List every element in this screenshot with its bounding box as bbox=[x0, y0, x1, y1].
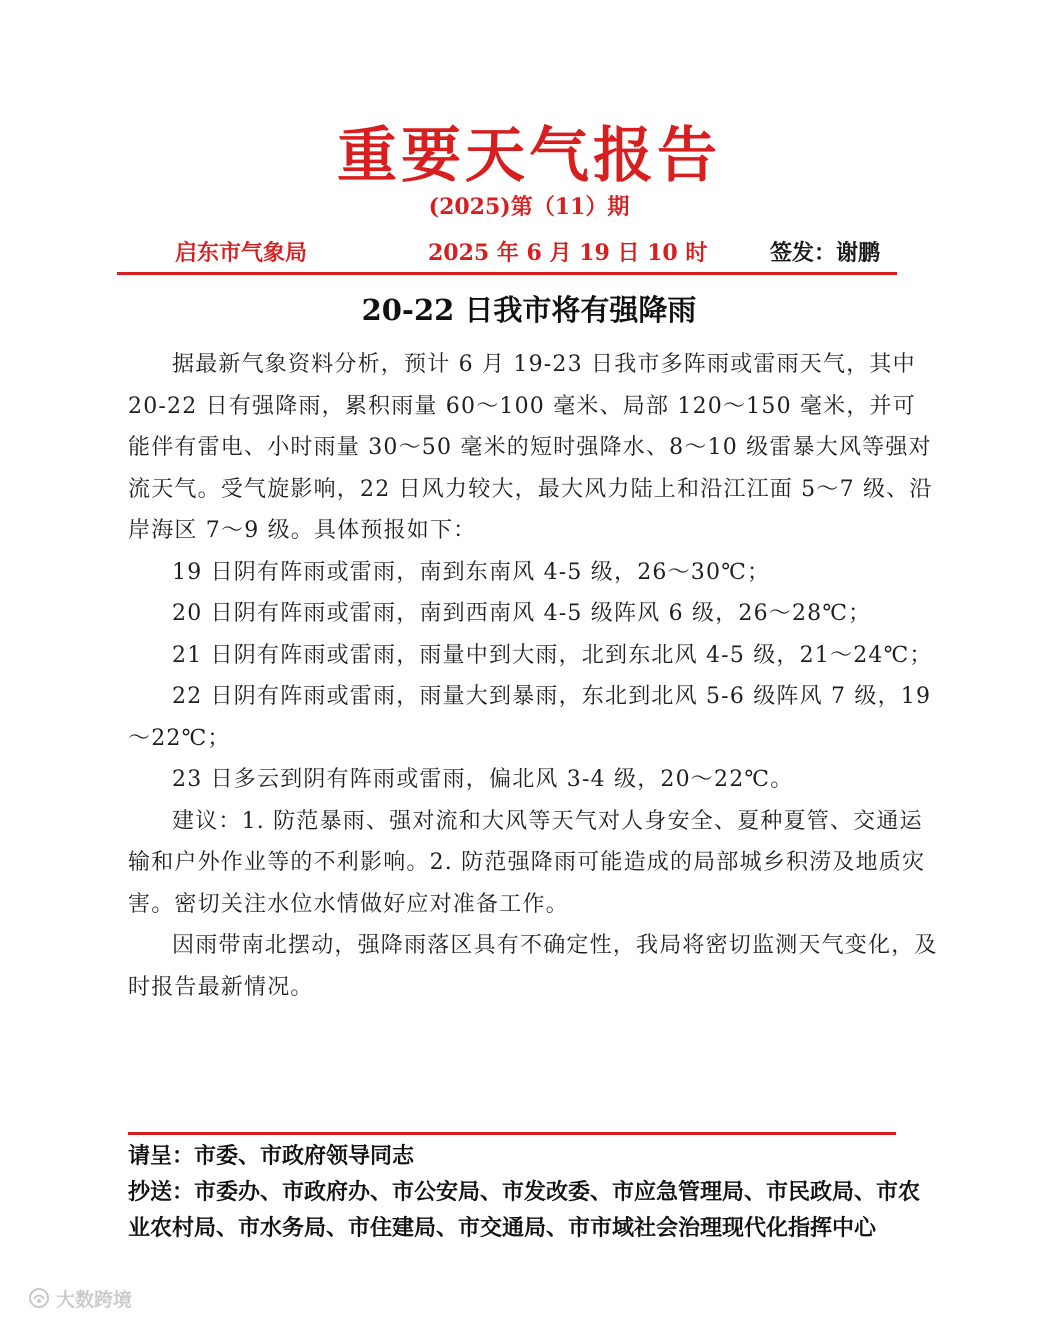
report-headline: 20-22 日我市将有强降雨 bbox=[361, 293, 697, 327]
signer: 签发：谢鹏 bbox=[770, 240, 881, 266]
body-paragraph-day-19: 19 日阴有阵雨或雷雨，南到东南风 4-5 级，26～30℃； bbox=[172, 559, 771, 585]
body-paragraph-closing: 因雨带南北摆动，强降雨落区具有不确定性，我局将密切监测天气变化，及时报告最新情况。 bbox=[128, 933, 938, 1000]
body-paragraph-day-21: 21 日阴有阵雨或雷雨，雨量中到大雨，北到东北风 4-5 级，21～24℃； bbox=[172, 642, 933, 668]
distribution-list bbox=[128, 1138, 938, 1246]
issue-datetime: 2025 年 6 月 19 日 10 时 bbox=[428, 240, 708, 266]
submit-to-line: 请呈：市委、市政府领导同志 bbox=[128, 1143, 415, 1169]
watermark bbox=[28, 1284, 132, 1312]
issue-number: (2025)第（11）期 bbox=[428, 194, 630, 220]
issuing-agency: 启东市气象局 bbox=[175, 240, 308, 266]
body-paragraph-summary: 据最新气象资料分析，预计 6 月 19-23 日我市多阵雨或雷雨天气，其中 20-22 日有强降雨，累积雨量 60～100 毫米、局部 120～150 毫米，并可能伴有雷电、小时雨量 30～50 毫米的短时强降水、8～10 级雷暴大风等强对流天气。受气旋影响，22 日风力较大，最大风力陆上和沿江江面 5～7 级、沿岸海区 7～9 级。具体预报如下： bbox=[128, 352, 933, 543]
body-paragraph-day-22: 22 日阴有阵雨或雷雨，雨量大到暴雨，东北到北风 5-6 级阵风 7 级，19～22℃； bbox=[128, 684, 932, 751]
cc-line: 抄送：市委办、市政府办、市公安局、市发改委、市应急管理局、市民政局、市农业农村局、市水务局、市住建局、市交通局、市市域社会治理现代化指挥中心 bbox=[128, 1179, 921, 1241]
document-meta-row bbox=[0, 236, 1058, 268]
body-paragraph-day-23: 23 日多云到阴有阵雨或雷雨，偏北风 3-4 级，20～22℃。 bbox=[172, 767, 794, 792]
report-body bbox=[128, 344, 938, 1008]
watermark-text: 大数跨境 bbox=[56, 1288, 133, 1311]
document-title: 重要天气报告 bbox=[337, 121, 721, 191]
footer-divider bbox=[128, 1132, 896, 1135]
body-paragraph-advice: 建议：1. 防范暴雨、强对流和大风等天气对人身安全、夏种夏管、交通运输和户外作业等的不利影响。2. 防范强降雨可能造成的局部城乡积涝及地质灾害。密切关注水位水情做好应对准备工作。 bbox=[128, 808, 926, 917]
header-divider bbox=[117, 272, 897, 275]
watermark-logo-icon bbox=[28, 1287, 50, 1309]
body-paragraph-day-20: 20 日阴有阵雨或雷雨，南到西南风 4-5 级阵风 6 级，26～28℃； bbox=[172, 601, 872, 626]
